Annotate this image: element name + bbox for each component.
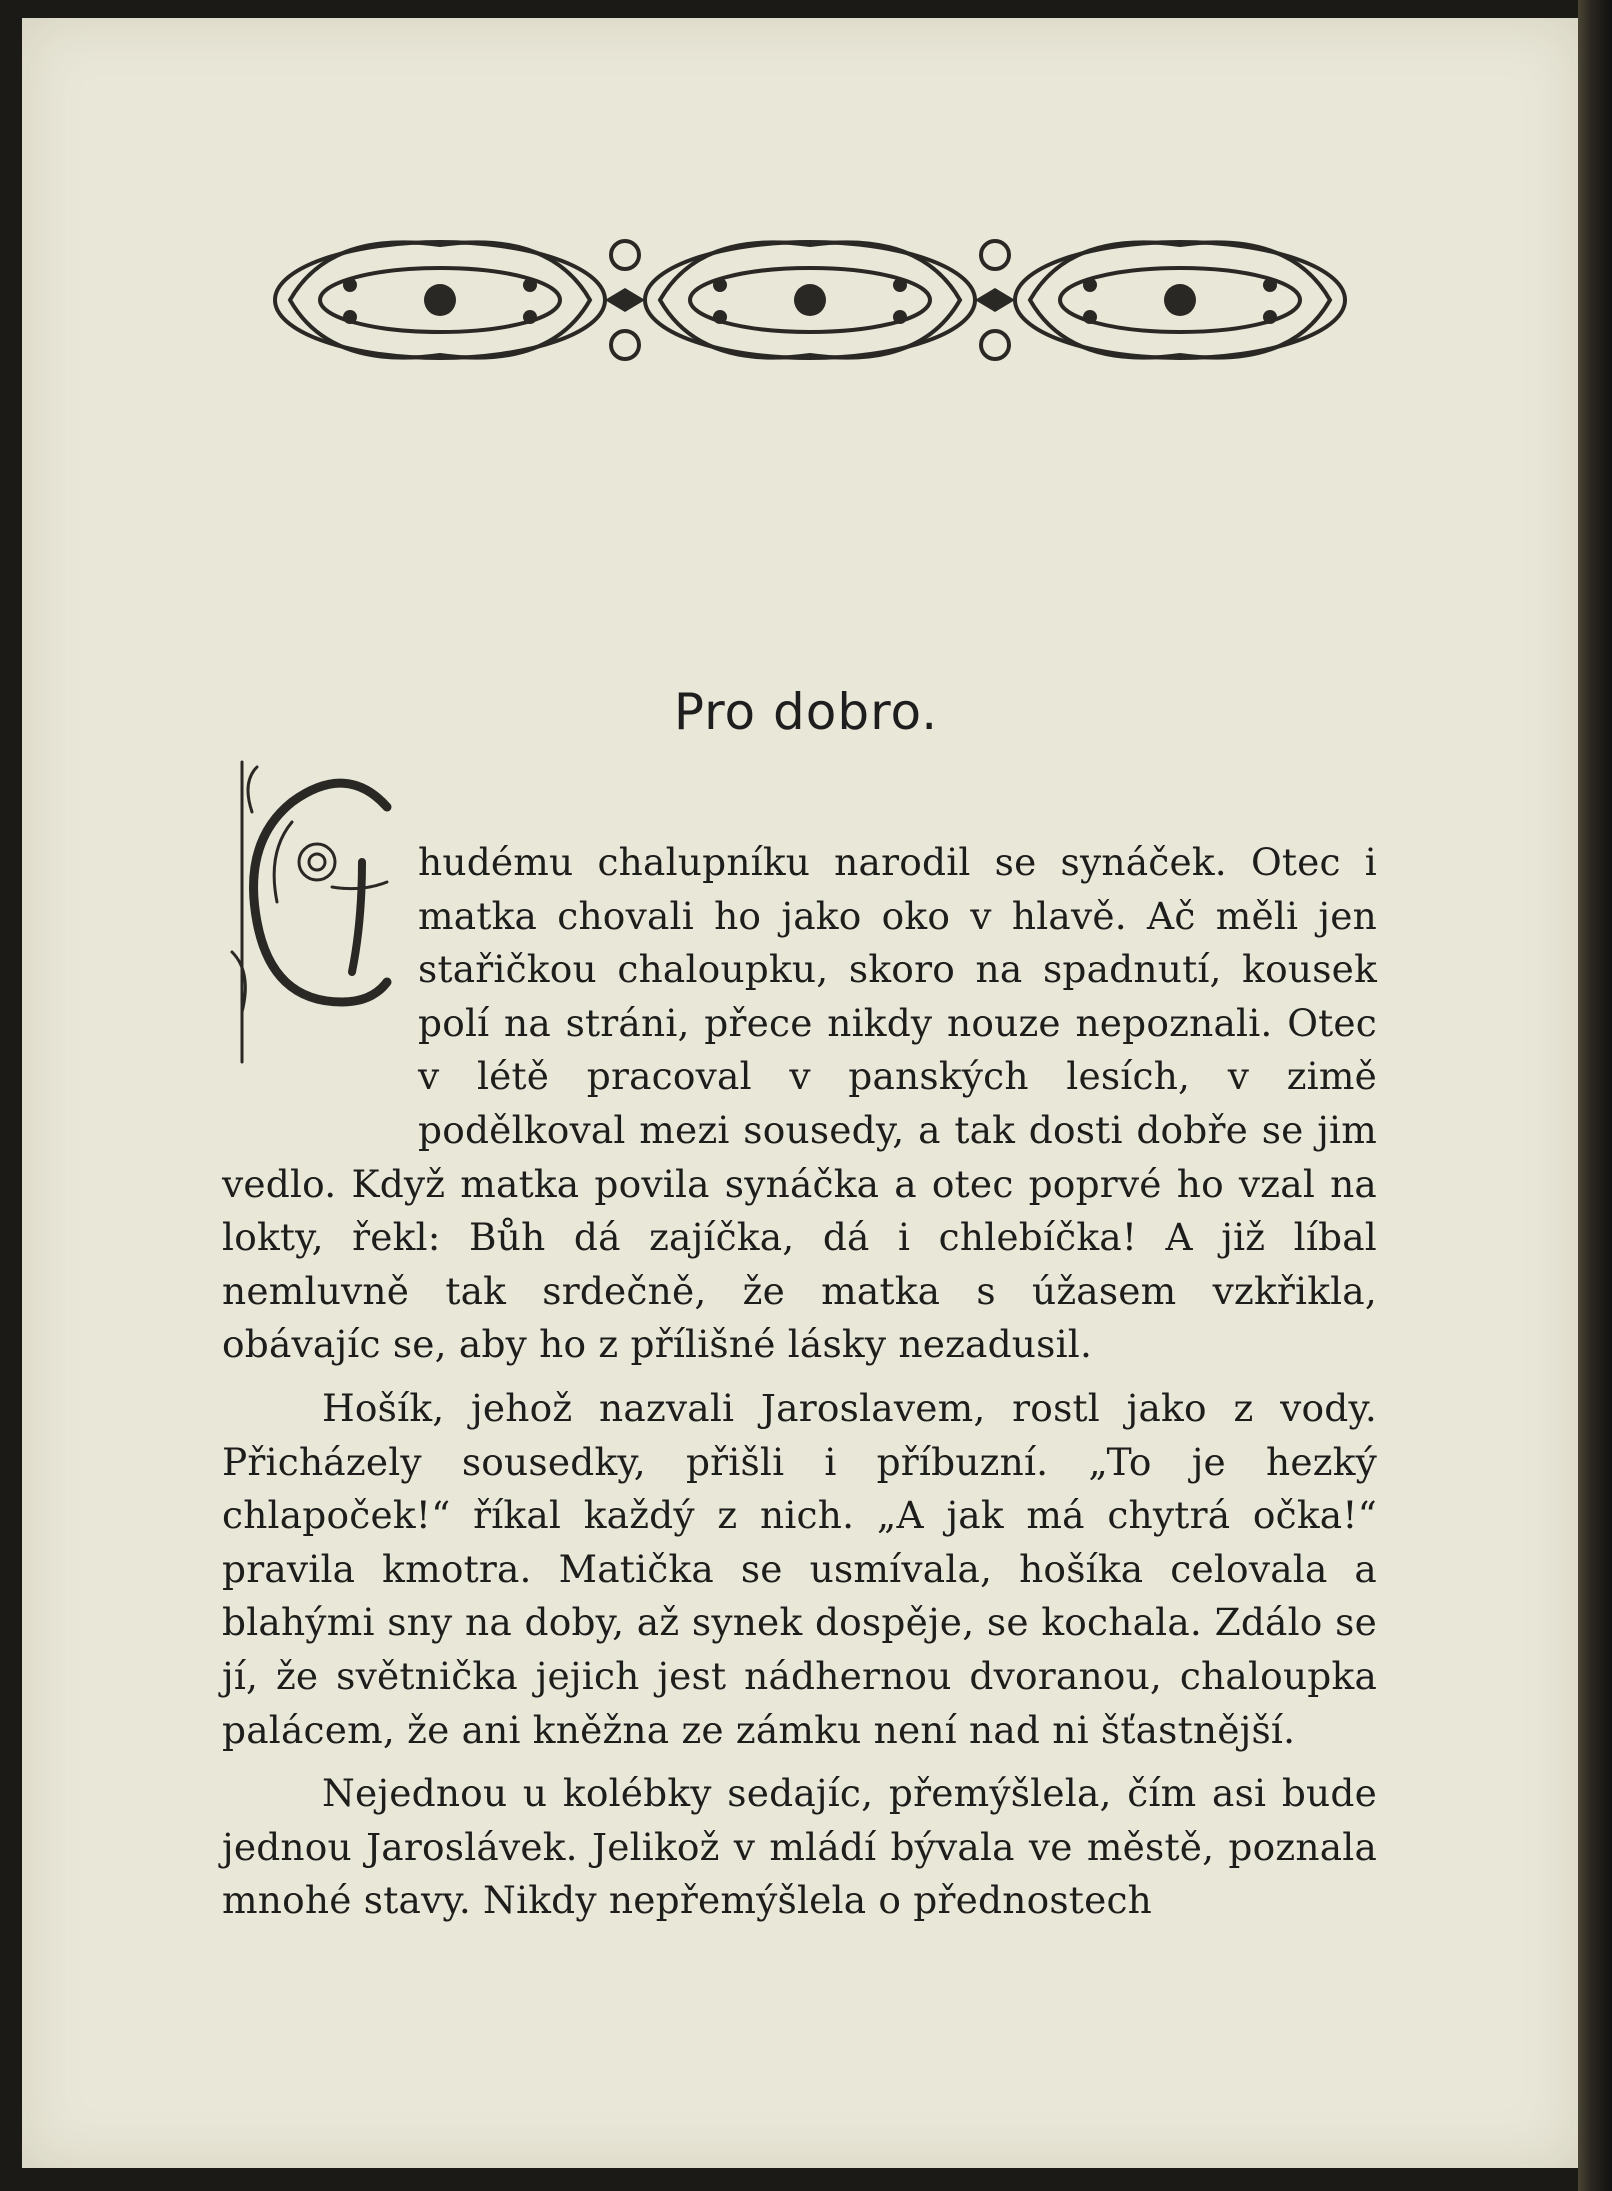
drop-cap-letter: C xyxy=(222,752,223,753)
paragraph-2: Hošík, jehož nazvali Jaroslavem, rostl jako z vody. Přicházely sousedky, přišli i příbuzní. „To je hezký chlapoček!“ říkal každý z nich. „A jak má chytrá očka!“ pravila kmotra. Matička se usmívala, hošíka celovala a blahými sny na doby, až synek dospěje, se kochala. Zdálo se jí, že světnička jejich jest nádhernou dvoranou, chaloupka palácem, že ani kněžna ze zámku není nad ni šťastnější. xyxy=(222,1385,1377,1752)
decorative-headpiece xyxy=(270,225,1350,375)
book-spine-edge xyxy=(1578,0,1612,2191)
story-body xyxy=(222,836,1377,1938)
paragraph-3: Nejednou u kolébky sedajíc, přemýšlela, čím asi bude jednou Jaroslávek. Jelikož v mládí bývala ve městě, poznala mnohé stavy. Nikdy nepřemýšlela o přednostech xyxy=(222,1771,1377,1923)
paragraph-1: hudému chalupníku narodil se synáček. Otec i matka chovali ho jako oko v hlavě. Ač měli jen stařičkou chaloupku, skoro na spadnutí, kousek polí na stráni, přece nikdy nouze nepoznali. Otec v létě pracoval v panských lesích, v zimě podělkoval mezi sousedy, a tak dosti dobře se jim vedlo. Když matka povila synáčka a otec poprvé ho vzal na lokty, řekl: Bůh dá zajíčka, dá i chlebíčka! A již líbal nemluvně tak srdečně, že matka s úžasem vzkřikla, obávajíc se, aby ho z přílišné lásky nezadusil. xyxy=(222,840,1377,1367)
story-title: Pro dobro. xyxy=(673,683,939,741)
